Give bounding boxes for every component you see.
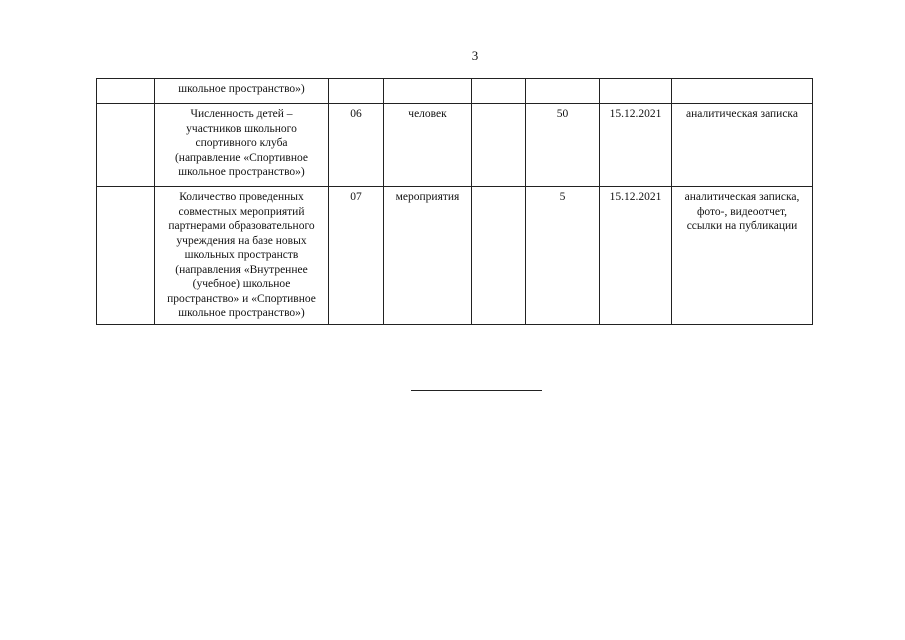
table-cell-code: 07 (329, 187, 384, 325)
table-row (97, 187, 813, 325)
table-row (97, 104, 813, 187)
table-cell-code (329, 79, 384, 104)
table-cell-date: 15.12.2021 (600, 187, 672, 325)
table-cell-value (526, 79, 600, 104)
table-cell-unit: человек (384, 104, 472, 187)
table-cell-value: 50 (526, 104, 600, 187)
table-cell-date (600, 79, 672, 104)
table-cell-unit: мероприятия (384, 187, 472, 325)
end-divider-line (411, 390, 542, 391)
table-cell-date: 15.12.2021 (600, 104, 672, 187)
table-cell-indicator-name: Количество проведенных совместных мероприятий партнерами образовательного учреждения на базе новых школьных пространств (направления «Внутреннее (учебное) школьное пространство» и «Спортивное школьное пространство») (155, 187, 329, 325)
table-cell-document: аналитическая записка (672, 104, 813, 187)
table-cell-extra (472, 187, 526, 325)
table-cell-index (97, 79, 155, 104)
table-cell-unit (384, 79, 472, 104)
table-cell-extra (472, 79, 526, 104)
table-cell-index (97, 104, 155, 187)
table-cell-value: 5 (526, 187, 600, 325)
table-cell-indicator-name: школьное пространство») (155, 79, 329, 104)
table-cell-document (672, 79, 813, 104)
table-cell-code: 06 (329, 104, 384, 187)
table-cell-index (97, 187, 155, 325)
page-number: 3 (471, 48, 479, 63)
table-cell-document: аналитическая записка, фото-, видеоотчет, ссылки на публикации (672, 187, 813, 325)
table-row (97, 79, 813, 104)
table-cell-indicator-name: Численность детей – участников школьного спортивного клуба (направление «Спортивное школьное пространство») (155, 104, 329, 187)
table-cell-extra (472, 104, 526, 187)
indicators-table (96, 78, 813, 325)
